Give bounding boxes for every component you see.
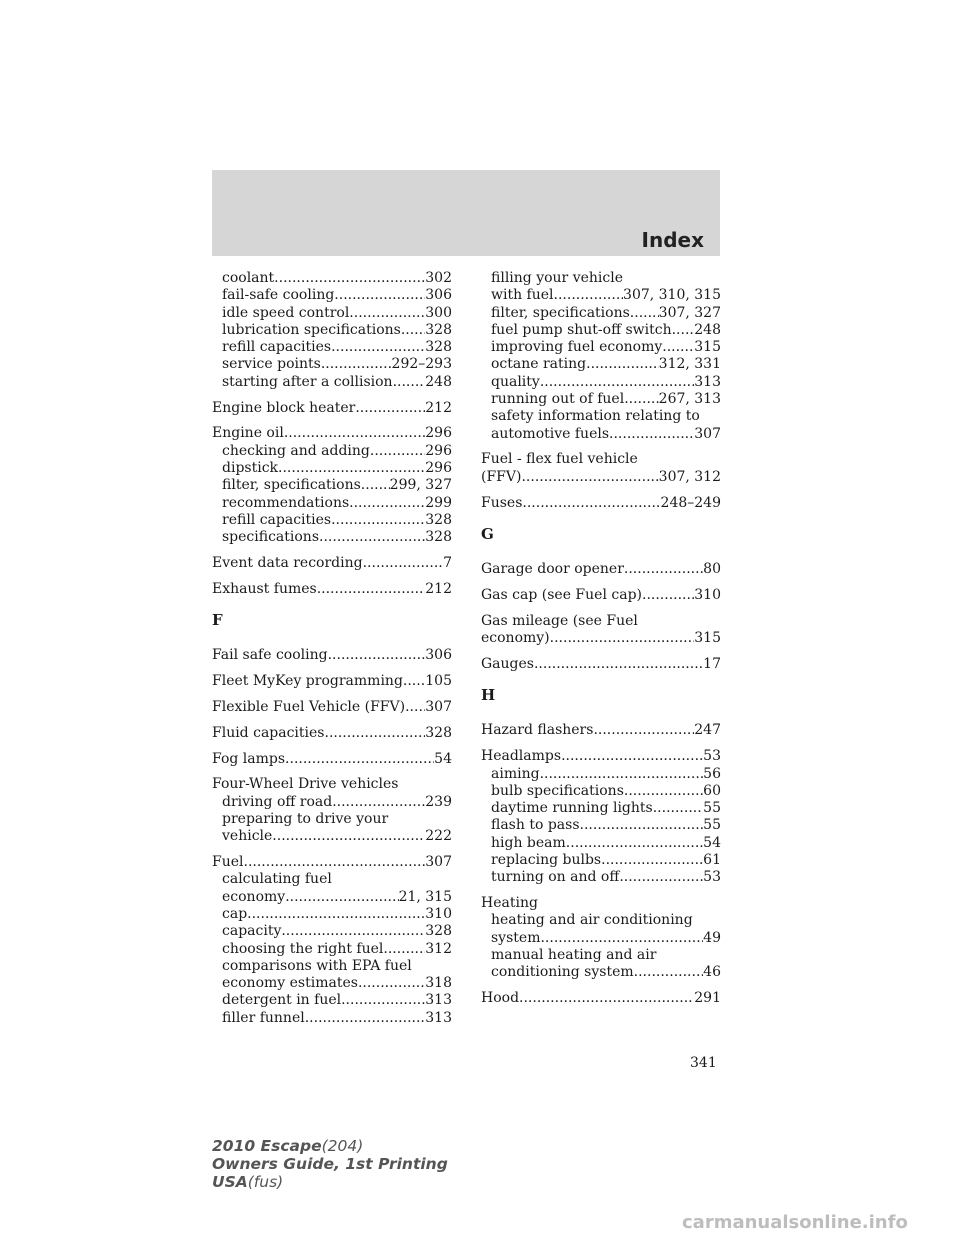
index-entry-term: Engine oil [212, 425, 284, 442]
index-entry-page: 299, 327 [389, 477, 452, 494]
dot-leader [403, 673, 425, 690]
dot-leader [634, 964, 704, 981]
index-entry-page: 306 [425, 647, 452, 664]
footer-model-code: (204) [321, 1137, 364, 1155]
index-entry [481, 964, 721, 981]
index-entry-term: recommendations [222, 494, 350, 511]
index-entry [481, 426, 721, 443]
index-entry-page: 296 [425, 459, 452, 476]
dot-leader [593, 722, 694, 739]
section-letter: G [481, 524, 494, 543]
index-entry-page: 328 [425, 529, 452, 546]
index-entry [212, 374, 452, 391]
entry-gap [481, 486, 721, 495]
index-entry [481, 391, 721, 408]
index-entry-text: heating and air conditioning [491, 912, 693, 929]
dot-leader [609, 426, 694, 443]
index-entry [212, 400, 452, 417]
dot-leader [332, 794, 425, 811]
index-entry [212, 751, 452, 768]
dot-leader [334, 287, 425, 304]
index-entry-term: replacing bulbs [491, 852, 602, 869]
index-entry-page: 53 [703, 748, 721, 765]
index-entry-text: comparisons with EPA fuel [222, 957, 412, 974]
index-entry-page: 267, 313 [658, 391, 721, 408]
entry-gap [212, 846, 452, 855]
entry-gap [481, 578, 721, 587]
index-entry [212, 828, 452, 845]
index-entry [481, 835, 721, 852]
dot-leader [285, 889, 398, 906]
index-entry [481, 852, 721, 869]
dot-leader [534, 656, 703, 673]
index-entry-term: capacity [222, 923, 282, 940]
index-entry-term: improving fuel economy [491, 339, 663, 356]
index-entry [481, 656, 721, 673]
index-entry-page: 21, 315 [398, 888, 452, 905]
index-entry [212, 889, 452, 906]
dot-leader [401, 322, 425, 339]
index-entry [481, 495, 721, 512]
index-entry-page: 318 [425, 975, 452, 992]
index-entry-text: filling your vehicle [491, 270, 623, 286]
index-entry-page: 307, 327 [658, 304, 721, 321]
dot-leader [519, 990, 694, 1007]
footer-line-3 [212, 1173, 448, 1191]
index-entry [212, 512, 452, 529]
entry-gap [481, 443, 721, 452]
index-entry [481, 869, 721, 886]
index-entry-page: 313 [425, 992, 452, 1009]
index-entry-page: 56 [703, 765, 721, 782]
index-entry [212, 906, 452, 923]
section-header-band [212, 170, 720, 256]
index-entry-page: 307, 312 [658, 468, 721, 485]
index-entry [212, 1010, 452, 1027]
footer-region-code: (fus) [247, 1173, 284, 1191]
dot-leader [624, 391, 658, 408]
entry-gap [481, 887, 721, 896]
index-entry-term: Engine block heater [212, 399, 356, 416]
dot-leader [540, 766, 704, 783]
index-entry-page: 55 [703, 817, 721, 834]
index-entry [481, 287, 721, 304]
index-entry-term: (FFV) [481, 468, 522, 485]
index-entry-term: Fuses [481, 494, 523, 511]
page-number: 341 [690, 1055, 717, 1071]
dot-leader [278, 460, 425, 477]
index-entry [481, 587, 721, 604]
index-entry [481, 766, 721, 783]
index-entry-page: 307, 310, 315 [623, 287, 721, 304]
dot-leader [550, 630, 695, 647]
index-entry-term: detergent in fuel [222, 992, 342, 1009]
dot-leader [355, 400, 425, 417]
index-entry-page: 49 [703, 929, 721, 946]
dot-leader [383, 941, 425, 958]
index-entry-term: service points [222, 356, 321, 373]
dot-leader [662, 339, 694, 356]
index-entry [212, 923, 452, 940]
index-entry-term: Hood [481, 990, 520, 1007]
index-entry [212, 529, 452, 546]
index-entry-term: economy estimates [222, 975, 358, 992]
index-entry-page: 310 [694, 586, 721, 603]
index-entry [481, 800, 721, 817]
entry-gap [212, 665, 452, 674]
dot-leader [341, 992, 425, 1009]
index-entry [212, 287, 452, 304]
index-entry-term: bulb specifications [491, 782, 624, 799]
index-entry-page: 247 [694, 722, 721, 739]
entry-gap [212, 417, 452, 426]
index-entry-page: 55 [703, 800, 721, 817]
index-entry-page: 302 [425, 270, 452, 286]
section-letter: F [212, 611, 223, 630]
entry-gap [212, 391, 452, 400]
index-entry-text: preparing to drive your [222, 810, 389, 827]
dot-leader [361, 477, 390, 494]
entry-gap [212, 690, 452, 699]
index-entry-page: 307 [425, 854, 452, 871]
index-entry-page: 328 [425, 511, 452, 528]
index-entry-text: Gas mileage (see Fuel [481, 612, 638, 629]
entry-gap [481, 982, 721, 991]
index-entry-text: Heating [481, 895, 538, 912]
index-entry-text: Fuel - flex fuel vehicle [481, 451, 638, 468]
dot-leader [281, 923, 425, 940]
index-entry-page: 315 [694, 630, 721, 647]
index-entry-page: 7 [443, 554, 452, 571]
index-entry-page: 312 [425, 940, 452, 957]
index-entry [212, 322, 452, 339]
dot-leader [540, 930, 703, 947]
dot-leader [331, 512, 425, 529]
index-entry-term: conditioning system [491, 964, 634, 981]
dot-leader [328, 647, 426, 664]
index-entry-term: Fail safe cooling [212, 647, 328, 664]
dot-leader [586, 356, 659, 373]
index-entry [212, 647, 452, 664]
index-entry-page: 296 [425, 425, 452, 442]
index-entry-term: Fluid capacities [212, 724, 325, 741]
footer-line-1 [212, 1137, 448, 1155]
index-entry [481, 722, 721, 739]
dot-leader [566, 835, 703, 852]
index-entry-page: 307 [694, 425, 721, 442]
index-entry-term: choosing the right fuel [222, 940, 384, 957]
index-entry-term: cap [222, 905, 248, 922]
index-entry-term: Hazard flashers [481, 722, 594, 739]
index-entry-term: refill capacities [222, 511, 332, 528]
entry-gap [212, 768, 452, 777]
dot-leader [630, 305, 659, 322]
index-entry-term: automotive fuels [491, 425, 610, 442]
index-entry-page: 296 [425, 442, 452, 459]
dot-leader [521, 469, 658, 486]
index-entry-term: Exhaust fumes [212, 580, 317, 597]
dot-leader [580, 817, 704, 834]
dot-leader [540, 374, 694, 391]
dot-leader [601, 852, 703, 869]
index-entry [481, 469, 721, 486]
index-entry-term: filter, specifications [491, 304, 630, 321]
index-entry-page: 328 [425, 321, 452, 338]
index-entry [212, 992, 452, 1009]
index-entry-text: manual heating and air [491, 947, 657, 963]
index-entry-term: system [491, 929, 541, 946]
index-entry-page: 53 [703, 869, 721, 886]
index-entry-term: octane rating [491, 356, 587, 373]
index-entry [481, 748, 721, 765]
entry-gap [212, 546, 452, 555]
dot-leader [247, 906, 425, 923]
entry-gap [212, 716, 452, 725]
entry-gap [212, 742, 452, 751]
index-entry-term: Gauges [481, 655, 534, 672]
entry-gap [481, 647, 721, 656]
index-entry [212, 356, 452, 373]
index-entry-page: 239 [425, 793, 452, 810]
index-entry-page: 105 [425, 673, 452, 690]
index-entry [212, 794, 452, 811]
index-entry [481, 783, 721, 800]
dot-leader [321, 356, 392, 373]
dot-leader [272, 828, 425, 845]
dot-leader [244, 854, 426, 871]
dot-leader [319, 529, 425, 546]
index-entry-term: high beam [491, 834, 566, 851]
index-column-left [212, 270, 452, 1027]
index-entry-term: economy [222, 888, 286, 905]
dot-leader [284, 425, 425, 442]
index-entry [212, 941, 452, 958]
dot-leader [619, 869, 703, 886]
index-entry [481, 305, 721, 322]
index-entry-term: starting after a collision [222, 373, 393, 390]
index-entry-term: fail-safe cooling [222, 287, 335, 304]
index-entry-term: fuel pump shut-off switch [491, 321, 672, 338]
index-entry-page: 212 [425, 580, 452, 597]
index-entry-page: 328 [425, 923, 452, 940]
index-entry [212, 581, 452, 598]
index-entry-page: 17 [703, 655, 721, 672]
index-entry-term: Garage door opener [481, 561, 624, 578]
index-entry [212, 443, 452, 460]
index-entry-term: filler funnel [222, 1009, 305, 1026]
footer-region: USA [212, 1173, 248, 1191]
dot-leader [285, 751, 434, 768]
index-entry-term: Headlamps [481, 748, 562, 765]
dot-leader [274, 270, 425, 287]
index-entry [481, 339, 721, 356]
section-letter: H [481, 686, 496, 705]
index-entry-text: safety information relating to [491, 408, 700, 425]
index-entry-page: 299 [425, 494, 452, 511]
dot-leader [358, 975, 425, 992]
index-entry [212, 477, 452, 494]
index-entry-term: economy) [481, 630, 550, 647]
entry-gap [481, 740, 721, 749]
index-entry-term: Gas cap (see Fuel cap) [481, 586, 642, 603]
index-entry [481, 374, 721, 391]
dot-leader [305, 1010, 426, 1027]
index-entry-page: 248–249 [660, 494, 721, 511]
index-entry-page: 54 [703, 834, 721, 851]
footer [212, 1137, 448, 1191]
index-entry-term: daytime running lights [491, 800, 653, 817]
dot-leader [624, 561, 703, 578]
index-entry [481, 630, 721, 647]
dot-leader [624, 783, 703, 800]
index-entry-page: 328 [425, 724, 452, 741]
dot-leader [331, 339, 425, 356]
index-entry [481, 322, 721, 339]
index-entry-page: 54 [434, 750, 452, 767]
index-entry [212, 305, 452, 322]
dot-leader [363, 555, 443, 572]
dot-leader [370, 443, 425, 460]
dot-leader [642, 587, 694, 604]
index-entry-term: Flexible Fuel Vehicle (FFV) [212, 698, 406, 715]
index-entry [481, 561, 721, 578]
index-entry-term: coolant [222, 270, 275, 286]
index-entry-page: 248 [425, 373, 452, 390]
dot-leader [672, 322, 695, 339]
index-entry-text: Four-Wheel Drive vehicles [212, 776, 399, 793]
dot-leader [554, 287, 624, 304]
index-entry-term: turning on and off [491, 869, 620, 886]
index-entry [481, 930, 721, 947]
index-entry-term: lubrication specifications [222, 321, 401, 338]
index-entry-page: 312, 331 [658, 356, 721, 373]
index-entry [212, 725, 452, 742]
index-entry-term: flash to pass [491, 817, 580, 834]
index-entry-page: 46 [703, 964, 721, 981]
index-entry [481, 990, 721, 1007]
index-entry-term: Event data recording [212, 554, 363, 571]
index-entry-term: refill capacities [222, 339, 332, 356]
index-entry-page: 307 [425, 698, 452, 715]
index-entry-term: checking and adding [222, 442, 370, 459]
index-entry [481, 817, 721, 834]
index-entry [212, 975, 452, 992]
index-entry-page: 222 [425, 828, 452, 845]
index-entry-term: Fleet MyKey programming [212, 673, 403, 690]
dot-leader [405, 699, 425, 716]
dot-leader [317, 581, 426, 598]
index-entry-page: 313 [694, 373, 721, 390]
dot-leader [561, 748, 703, 765]
footer-model: 2010 Escape [212, 1137, 322, 1155]
index-entry [212, 854, 452, 871]
entry-gap [481, 604, 721, 613]
index-entry [212, 699, 452, 716]
index-entry-page: 315 [694, 339, 721, 356]
index-entry-term: driving off road [222, 793, 333, 810]
index-entry-term: Fog lamps [212, 750, 286, 767]
index-entry [212, 425, 452, 442]
index-entry-term: vehicle [222, 828, 273, 845]
index-entry-page: 313 [425, 1009, 452, 1026]
index-entry [212, 495, 452, 512]
entry-gap [212, 572, 452, 581]
index-entry-page: 80 [703, 561, 721, 578]
dot-leader [393, 374, 426, 391]
index-column-right [481, 270, 721, 1007]
index-entry-page: 248 [694, 321, 721, 338]
dot-leader [653, 800, 703, 817]
index-entry-term: Fuel [212, 854, 244, 871]
dot-leader [325, 725, 426, 742]
index-entry-term: specifications [222, 529, 320, 546]
index-entry-term: filter, specifications [222, 477, 361, 494]
index-entry-term: idle speed control [222, 304, 350, 321]
index-entry-page: 212 [425, 399, 452, 416]
dot-leader [522, 495, 660, 512]
index-entry [212, 460, 452, 477]
index-entry-page: 60 [703, 782, 721, 799]
index-entry [212, 339, 452, 356]
index-entry-term: running out of fuel [491, 391, 625, 408]
index-entry-page: 300 [425, 304, 452, 321]
index-entry-page: 61 [703, 852, 721, 869]
dot-leader [349, 305, 425, 322]
index-entry-term: with fuel [491, 287, 554, 304]
index-entry-page: 291 [694, 990, 721, 1007]
index-entry-page: 292–293 [391, 356, 452, 373]
index-entry-page: 310 [425, 905, 452, 922]
index-entry [212, 270, 452, 287]
index-entry-term: aiming [491, 765, 540, 782]
index-entry-page: 306 [425, 287, 452, 304]
index-entry [212, 555, 452, 572]
footer-guide: Owners Guide, 1st Printing [212, 1155, 448, 1173]
index-entry-term: dipstick [222, 459, 279, 476]
index-entry-page: 328 [425, 339, 452, 356]
index-entry-term: quality [491, 373, 540, 390]
dot-leader [349, 495, 425, 512]
index-entry [212, 673, 452, 690]
watermark: carmanualsonline.info [682, 1212, 908, 1233]
index-entry [481, 356, 721, 373]
section-title: Index [641, 228, 704, 252]
index-entry-text: calculating fuel [222, 871, 332, 888]
